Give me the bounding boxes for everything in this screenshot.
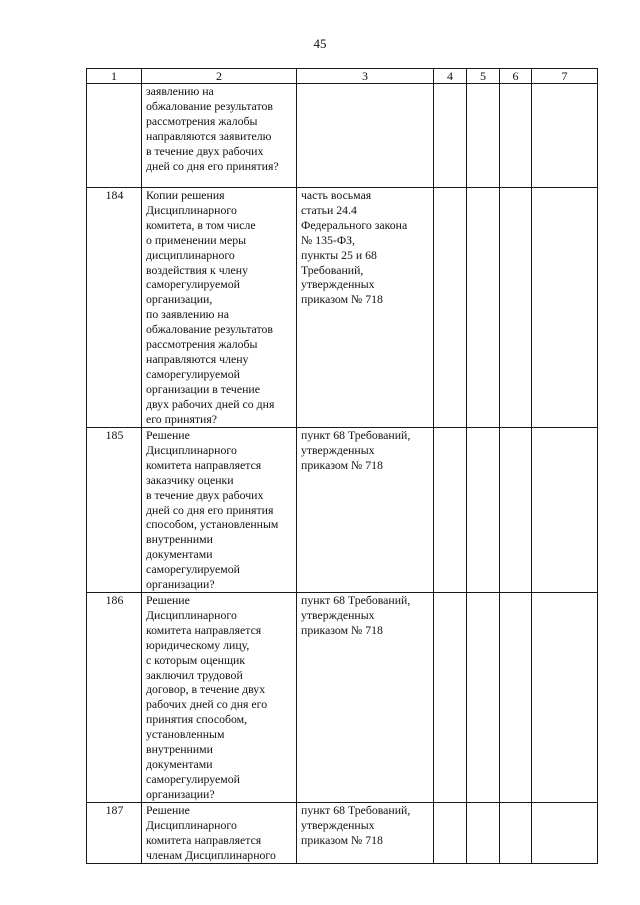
question-cell [142,593,297,803]
table-row [87,593,598,803]
question-line: юридическому лицу, [146,637,250,652]
header-col-7: 7 [532,69,598,84]
question-line: в течение двух рабочих [146,487,264,502]
header-col-6: 6 [500,69,532,84]
question-cell [142,428,297,593]
question-line: Дисциплинарного [146,442,237,457]
note-cell [532,188,598,428]
header-col-3: 3 [297,69,434,84]
question-line: Решение [146,593,190,607]
question-line: договор, в течение двух [146,682,266,697]
question-line: направляются заявителю [146,128,272,143]
not-applicable-cell [500,428,532,593]
row-number: 184 [87,188,142,428]
answer-no-cell [467,84,500,188]
table-row [87,188,598,428]
note-cell [532,84,598,188]
question-line: Решение [146,428,190,442]
legal-basis-cell [297,84,434,188]
answer-yes-cell [434,84,467,188]
question-line: его принятия? [146,411,218,426]
question-line: комитета направляется [146,457,262,472]
question-line: Дисциплинарного [146,817,237,832]
header-row [87,69,598,84]
question-line: принятия способом, [146,712,248,727]
question-line: внутренними [146,532,213,547]
legal-basis-line: приказом № 718 [301,457,383,472]
question-line: в течение двух рабочих [146,143,264,158]
legal-basis-cell [297,188,434,428]
question-line: саморегулируемой [146,277,240,292]
legal-basis-line: Федерального закона [301,217,408,232]
question-line: Дисциплинарного [146,202,237,217]
table-row [87,803,598,864]
question-line: Решение [146,803,190,817]
header-col-1: 1 [87,69,142,84]
answer-no-cell [467,428,500,593]
question-line: саморегулируемой [146,366,240,381]
not-applicable-cell [500,188,532,428]
question-line: рассмотрения жалобы [146,113,258,128]
answer-yes-cell [434,803,467,864]
question-line: организации? [146,577,215,592]
header-col-5: 5 [467,69,500,84]
question-line: воздействия к члену [146,262,248,277]
not-applicable-cell [500,84,532,188]
question-line: дисциплинарного [146,247,235,262]
legal-basis-cell [297,803,434,864]
question-line: организации? [146,786,215,801]
question-line: внутренними [146,742,213,757]
question-line: организации в течение [146,381,260,396]
question-cell [142,188,297,428]
question-line: установленным [146,727,225,742]
question-line: комитета направляется [146,622,262,637]
legal-basis-line: статьи 24.4 [301,202,357,217]
question-line: комитета, в том числе [146,217,256,232]
question-line: с которым оценщик [146,652,246,667]
legal-basis-line: часть восьмая [301,188,372,202]
legal-basis-line: приказом № 718 [301,832,383,847]
question-line: заказчику оценки [146,472,234,487]
table-row [87,84,598,188]
question-line: членам Дисциплинарного [146,847,276,862]
question-line: заключил трудовой [146,667,243,682]
question-line: направляются члену [146,351,249,366]
header-col-4: 4 [434,69,467,84]
legal-basis-line: пункт 68 Требований, [301,428,411,442]
legal-basis-cell [297,428,434,593]
question-line: рассмотрения жалобы [146,337,258,352]
legal-basis-line: утвержденных [301,442,375,457]
row-number: 185 [87,428,142,593]
question-line: дней со дня его принятия [146,502,274,517]
note-cell [532,803,598,864]
note-cell [532,428,598,593]
not-applicable-cell [500,803,532,864]
legal-basis-line: пункт 68 Требований, [301,593,411,607]
not-applicable-cell [500,593,532,803]
checklist-table [86,68,598,864]
question-line: документами [146,547,213,562]
question-line: обжалование результатов [146,322,273,337]
question-line: саморегулируемой [146,771,240,786]
legal-basis-line: утвержденных [301,817,375,832]
question-line: способом, установленным [146,517,279,532]
question-line: комитета направляется [146,832,262,847]
question-line: организации, [146,292,213,307]
legal-basis-line: пункты 25 и 68 [301,247,377,262]
page-number: 45 [313,36,327,51]
answer-no-cell [467,188,500,428]
legal-basis-line: пункт 68 Требований, [301,803,411,817]
legal-basis-cell [297,593,434,803]
legal-basis-line: № 135-ФЗ, [301,232,356,247]
question-line: дней со дня его принятия? [146,158,279,173]
legal-basis-line: утвержденных [301,607,375,622]
note-cell [532,593,598,803]
header-col-2: 2 [142,69,297,84]
question-line: документами [146,756,213,771]
question-line: рабочих дней со дня его [146,697,268,712]
answer-yes-cell [434,593,467,803]
answer-no-cell [467,803,500,864]
question-line: саморегулируемой [146,562,240,577]
question-line: о применении меры [146,232,247,247]
row-number [87,84,142,188]
answer-no-cell [467,593,500,803]
legal-basis-line: утвержденных [301,277,375,292]
row-number: 187 [87,803,142,864]
legal-basis-line: приказом № 718 [301,622,383,637]
legal-basis-line: Требований, [301,262,364,277]
question-line: двух рабочих дней со дня [146,396,275,411]
question-line: Копии решения [146,188,225,202]
question-cell [142,803,297,864]
answer-yes-cell [434,188,467,428]
table-row [87,428,598,593]
question-line: обжалование результатов [146,98,273,113]
question-line: заявлению на [146,84,214,98]
question-line: Дисциплинарного [146,607,237,622]
question-line: по заявлению на [146,307,229,322]
row-number: 186 [87,593,142,803]
question-cell [142,84,297,188]
legal-basis-line: приказом № 718 [301,292,383,307]
answer-yes-cell [434,428,467,593]
